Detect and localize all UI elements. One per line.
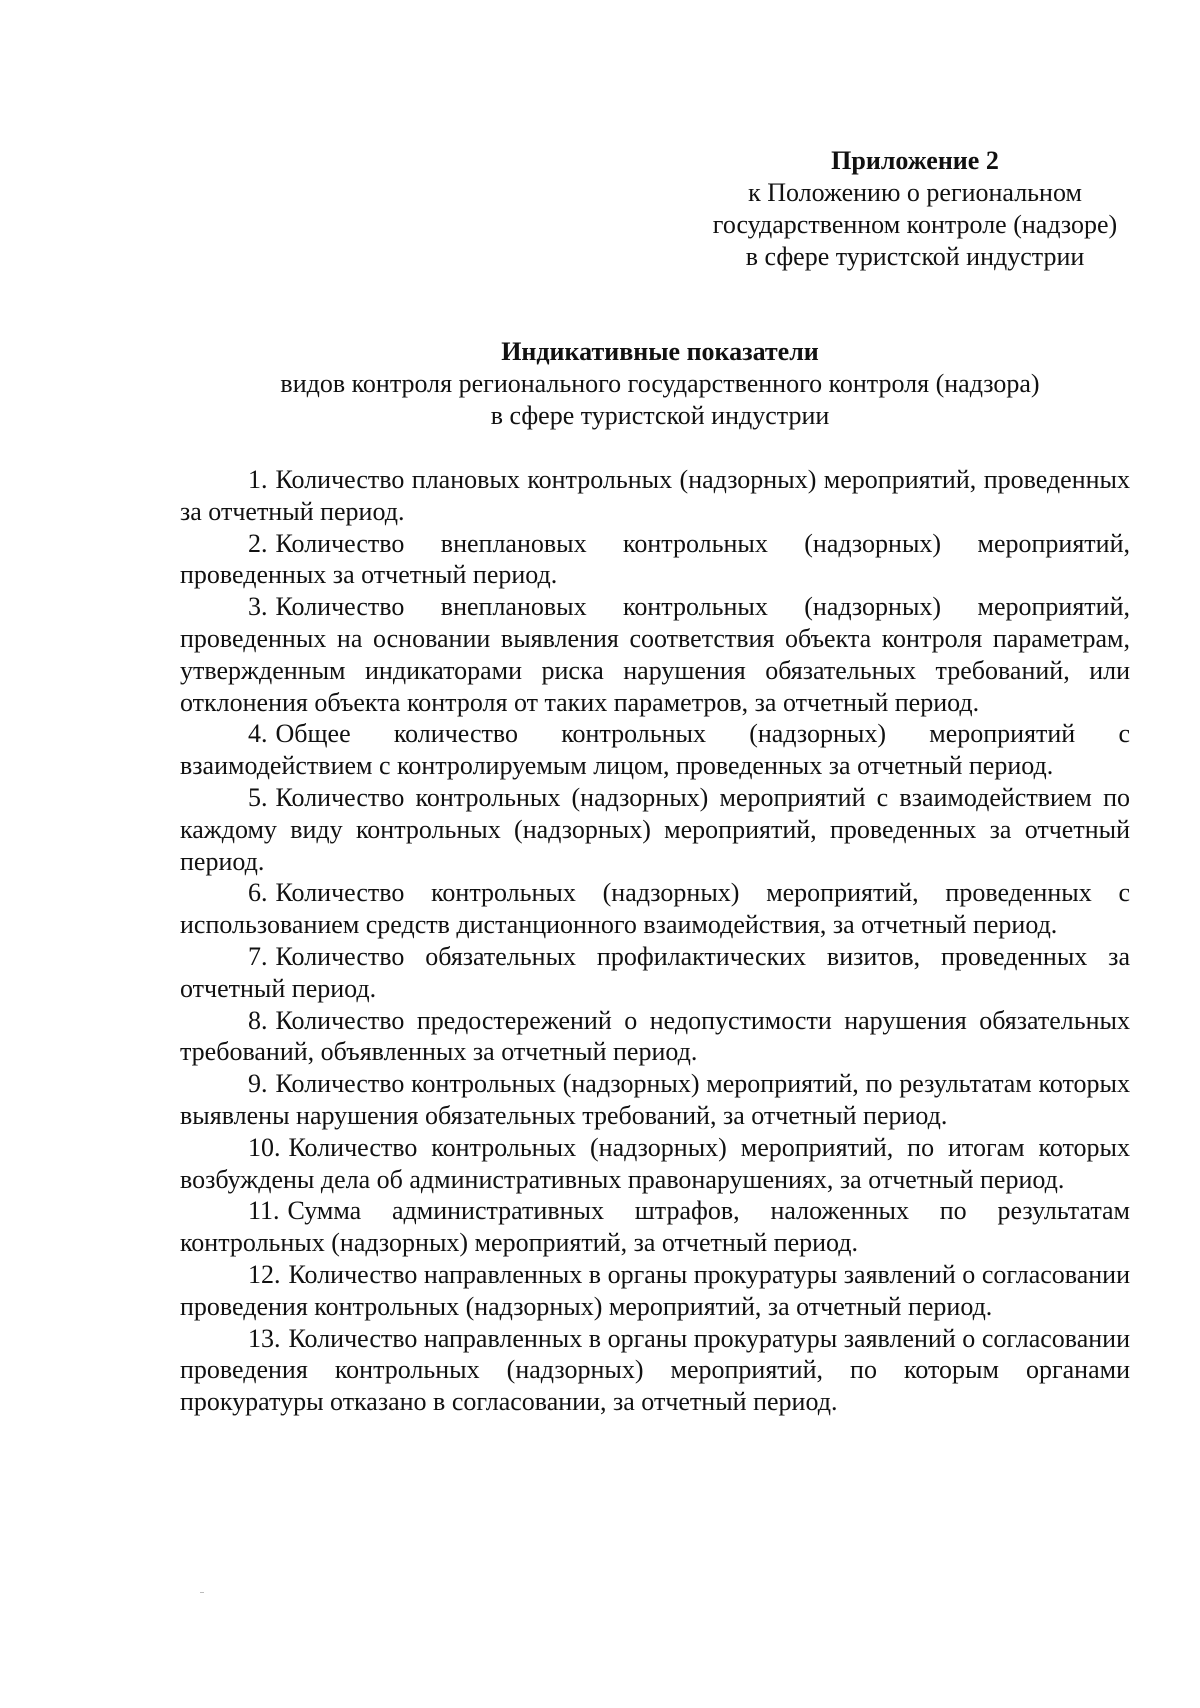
indicator-text: Количество контрольных (надзорных) мероприятий, по итогам которых возбуждены дела об административных правонарушениях, за отчетный период.: [180, 1132, 1130, 1194]
indicator-text: Количество предостережений о недопустимости нарушения обязательных требований, объявленных за отчетный период.: [180, 1005, 1130, 1067]
appendix-line: государственном контроле (надзоре): [712, 210, 1118, 239]
indicator-number: 1.: [248, 465, 268, 494]
indicator-text: Количество контрольных (надзорных) мероприятий с взаимодействием по каждому виду контрольных (надзорных) мероприятий, проведенных за отчетный период.: [180, 782, 1130, 876]
indicator-item: [180, 1132, 1130, 1196]
indicator-number: 13.: [248, 1323, 281, 1353]
indicator-item: [180, 941, 1130, 1005]
indicator-text: Количество внеплановых контрольных (надзорных) мероприятий, проведенных на основании выявления соответствия объекта контроля параметрам, утвержденным индикаторами риска нарушения обязательных требований, или отклонения объекта контроля от таких параметров, за отчетный период.: [180, 592, 1130, 717]
indicator-number: 2.: [248, 528, 268, 558]
heading-line: видов контроля регионального государственного контроля (надзора): [280, 369, 1040, 398]
indicator-item: [180, 528, 1130, 592]
indicator-text: Количество направленных в органы прокуратуры заявлений о согласовании проведения контрольных (надзорных) мероприятий, по которым органами прокуратуры отказано в согласовании, за отчетный период.: [180, 1323, 1130, 1417]
indicator-item: [180, 1323, 1130, 1418]
heading-line: в сфере туристской индустрии: [490, 401, 830, 430]
indicator-text: Количество плановых контрольных (надзорных) мероприятий, проведенных за отчетный период.: [180, 465, 1130, 526]
indicator-item: [180, 591, 1130, 718]
indicator-number: 9.: [248, 1069, 268, 1099]
indicator-number: 4.: [248, 719, 268, 749]
document-heading: [180, 336, 1140, 432]
indicator-number: 7.: [248, 941, 268, 971]
indicator-item: [180, 1068, 1130, 1132]
indicator-number: 6.: [248, 878, 268, 908]
indicator-number: 10.: [248, 1132, 281, 1162]
indicator-text: Сумма административных штрафов, наложенных по результатам контрольных (надзорных) мероприятий, за отчетный период.: [180, 1196, 1130, 1258]
indicator-number: 5.: [248, 782, 268, 812]
indicator-item: [180, 718, 1130, 782]
appendix-line: к Положению о региональном: [748, 178, 1082, 207]
indicator-number: 3.: [248, 592, 268, 622]
indicator-text: Общее количество контрольных (надзорных) мероприятий с взаимодействием с контролируемым лицом, проведенных за отчетный период.: [180, 719, 1130, 781]
indicator-text: Количество контрольных (надзорных) мероприятий, по результатам которых выявлены нарушения обязательных требований, за отчетный период.: [180, 1069, 1130, 1130]
indicator-item: [180, 877, 1130, 941]
scan-artifact: [200, 1592, 204, 1593]
appendix-line: в сфере туристской индустрии: [745, 242, 1085, 271]
indicator-item: [180, 464, 1130, 528]
appendix-block: [680, 145, 1150, 273]
indicator-number: 8.: [248, 1005, 268, 1035]
indicator-item: [180, 1259, 1130, 1323]
indicator-text: Количество обязательных профилактических визитов, проведенных за отчетный период.: [180, 941, 1130, 1003]
heading-title: Индикативные показатели: [501, 337, 819, 366]
indicator-list: [180, 464, 1130, 1418]
indicator-item: [180, 1005, 1130, 1069]
indicator-text: Количество направленных в органы прокуратуры заявлений о согласовании проведения контрольных (надзорных) мероприятий, за отчетный период.: [180, 1259, 1130, 1321]
indicator-item: [180, 1195, 1130, 1259]
indicator-text: Количество контрольных (надзорных) мероприятий, проведенных с использованием средств дистанционного взаимодействия, за отчетный период.: [180, 878, 1130, 940]
appendix-title: Приложение 2: [831, 146, 999, 175]
indicator-number: 11.: [248, 1196, 280, 1226]
indicator-text: Количество внеплановых контрольных (надзорных) мероприятий, проведенных за отчетный период.: [180, 528, 1130, 590]
indicator-number: 12.: [248, 1259, 281, 1289]
indicator-item: [180, 782, 1130, 877]
